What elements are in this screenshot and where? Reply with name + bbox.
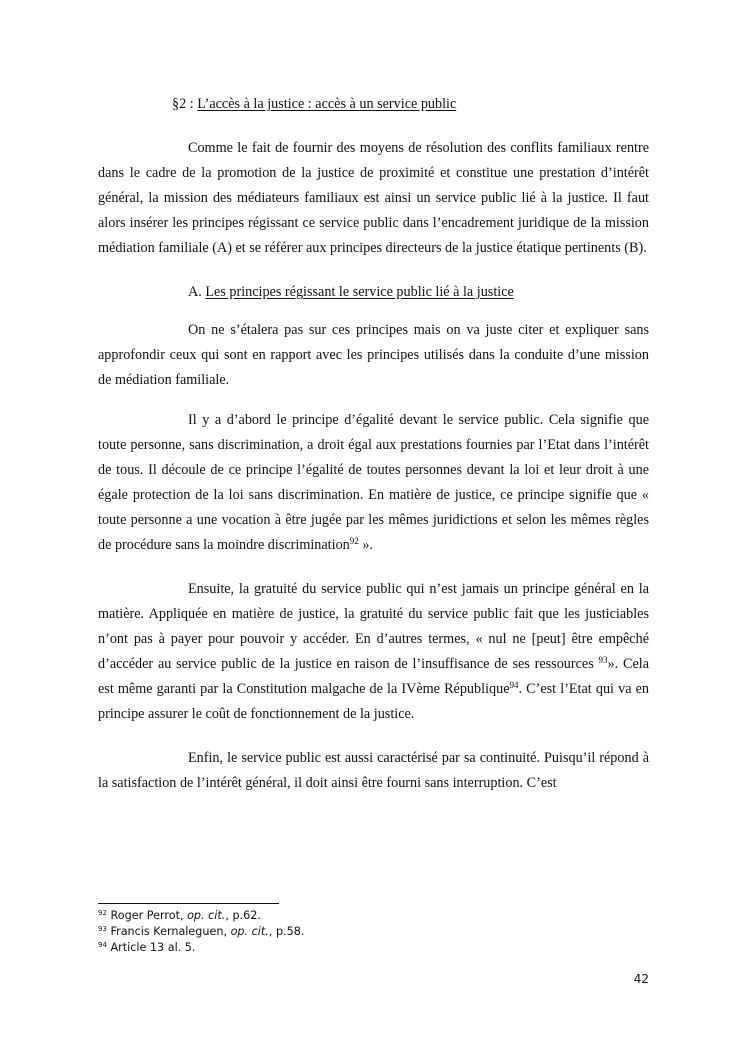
- footnote-ref-94: 94: [509, 680, 519, 690]
- footnote-separator: [98, 903, 279, 904]
- gratuity-text-2: ». Cela est même garanti par la Constitution malgache de la IVème République: [98, 656, 650, 697]
- footnote-number: 94: [98, 941, 107, 949]
- footnote-number: 93: [98, 925, 107, 933]
- continuity-paragraph: Enfin, le service public est aussi caractérisé par sa continuité. Puisqu’il répond à la satisfaction de l’intérêt général, il doit ainsi être fourni sans interruption. C’est: [98, 750, 649, 791]
- footnote-number: 92: [98, 909, 107, 917]
- subsection-title-text: Les principes régissant le service public lié à la justice: [205, 284, 514, 300]
- gratuity-paragraph: [98, 577, 649, 727]
- footnote-ref-93: 93: [598, 655, 608, 665]
- intro-paragraph: Comme le fait de fournir des moyens de résolution des conflits familiaux rentre dans le cadre de la promotion de la justice de proximité et constitue une prestation d’intérêt général, la mission des médiateurs familiaux est ainsi un service public lié à la justice. Il faut alors insérer les principes régissant ce service public dans l’encadrement juridique de la mission médiation familiale (A) et se référer aux principes directeurs de la justice étatique pertinents (B).: [98, 140, 649, 256]
- equality-tail: ».: [358, 537, 373, 553]
- subsection-title: [98, 280, 649, 305]
- gratuity-text-3: . C’est l’Etat qui va en principe assurer le coût de fonctionnement de la justice.: [98, 681, 650, 722]
- principles-paragraph: On ne s’étalera pas sur ces principes mais on va juste citer et expliquer sans approfondir ceux qui sont en rapport avec les principes utilisés dans la conduite d’une mission de médiation familiale.: [98, 322, 649, 388]
- footnote-page: , p.58.: [268, 925, 305, 938]
- footnotes: [98, 908, 498, 956]
- footnote-work: op. cit.: [230, 925, 269, 938]
- page-number: 42: [633, 972, 649, 986]
- equality-text: Il y a d’abord le principe d’égalité devant le service public. Cela signifie que toute personne, sans discrimination, a droit égal aux prestations fournies par l’Etat dans l’intérêt de tous. Il découle de ce principe l’égalité de toutes personnes devant la loi et leur droit à une égale protection de la loi sans discrimination. En matière de justice, ce principe signifie que « toute personne a une vocation à être jugée par les mêmes juridictions et selon les mêmes règles de procédure sans la moindre discrimination: [98, 412, 649, 553]
- section-number: §2 :: [172, 96, 198, 112]
- footnote-94: [98, 940, 498, 956]
- footnote-author: Francis Kernaleguen,: [106, 925, 231, 938]
- gratuity-text-1: Ensuite, la gratuité du service public qui n’est jamais un principe général en la matière. Appliquée en matière de justice, la gratuité du service public fait que les justiciables n’ont pas à payer pour pouvoir y accéder. En d’autres termes, « nul ne [peut] être empêché d’accéder au service public de la justice en raison de l’insuffisance de ses ressources: [98, 581, 649, 672]
- footnote-work: op. cit.: [187, 909, 226, 922]
- footnote-text: Article 13 al. 5.: [106, 941, 196, 954]
- footnote-page: , p.62.: [225, 909, 261, 922]
- section-title-text: L’accès à la justice : accès à un service public: [197, 96, 457, 112]
- subsection-letter: A.: [188, 284, 206, 300]
- section-title: [98, 92, 649, 117]
- footnote-ref-92: 92: [349, 536, 359, 546]
- main-text: [98, 92, 649, 796]
- equality-paragraph: [98, 408, 649, 558]
- footnote-93: [98, 924, 498, 940]
- footnote-92: [98, 908, 498, 924]
- footnote-author: Roger Perrot,: [106, 909, 188, 922]
